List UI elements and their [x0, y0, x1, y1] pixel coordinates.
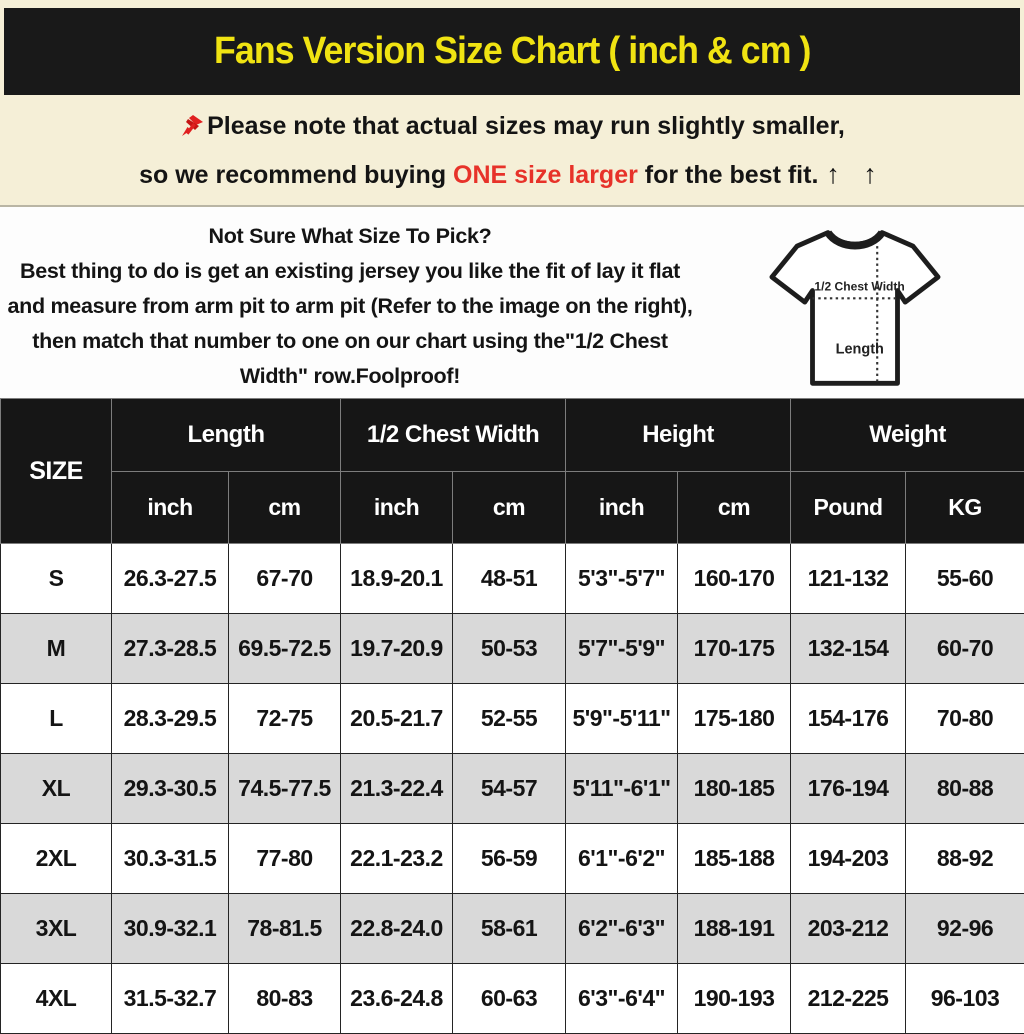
value-cell: 54-57	[453, 754, 566, 824]
header-chest-cm: cm	[453, 472, 566, 544]
value-cell: 80-83	[229, 964, 341, 1034]
page-title: Fans Version Size Chart ( inch & cm )	[214, 30, 810, 73]
value-cell: 23.6-24.8	[341, 964, 453, 1034]
table-header	[1, 399, 1024, 544]
instructions-line-4: Width" row.Foolproof!	[0, 359, 700, 394]
value-cell: 29.3-30.5	[112, 754, 229, 824]
header-chest-width: 1/2 Chest Width	[341, 399, 566, 472]
table-row	[1, 894, 1024, 964]
value-cell: 121-132	[791, 544, 906, 614]
value-cell: 22.8-24.0	[341, 894, 453, 964]
size-cell: 4XL	[1, 964, 112, 1034]
header-weight-kg: KG	[906, 472, 1024, 544]
notice-strip	[0, 95, 1024, 207]
header-height-cm: cm	[678, 472, 791, 544]
header-weight: Weight	[791, 399, 1024, 472]
value-cell: 74.5-77.5	[229, 754, 341, 824]
value-cell: 160-170	[678, 544, 791, 614]
value-cell: 19.7-20.9	[341, 614, 453, 684]
pushpin-icon	[179, 113, 205, 139]
table-row	[1, 754, 1024, 824]
value-cell: 72-75	[229, 684, 341, 754]
value-cell: 188-191	[678, 894, 791, 964]
value-cell: 170-175	[678, 614, 791, 684]
value-cell: 55-60	[906, 544, 1024, 614]
value-cell: 96-103	[906, 964, 1024, 1034]
tshirt-diagram	[768, 221, 942, 391]
value-cell: 6'3"-6'4"	[566, 964, 678, 1034]
length-label: Length	[836, 341, 884, 357]
value-cell: 5'7"-5'9"	[566, 614, 678, 684]
header-weight-pound: Pound	[791, 472, 906, 544]
instructions-line-3: then match that number to one on our chart using the"1/2 Chest	[0, 324, 700, 359]
value-cell: 58-61	[453, 894, 566, 964]
value-cell: 176-194	[791, 754, 906, 824]
value-cell: 67-70	[229, 544, 341, 614]
header-size: SIZE	[1, 399, 112, 544]
size-cell: L	[1, 684, 112, 754]
header-height-inch: inch	[566, 472, 678, 544]
value-cell: 21.3-22.4	[341, 754, 453, 824]
value-cell: 5'3"-5'7"	[566, 544, 678, 614]
size-cell: 2XL	[1, 824, 112, 894]
value-cell: 50-53	[453, 614, 566, 684]
instructions-line-2: and measure from arm pit to arm pit (Refer to the image on the right),	[0, 289, 700, 324]
instructions-heading: Not Sure What Size To Pick?	[0, 219, 700, 254]
header-chest-inch: inch	[341, 472, 453, 544]
notice-text-2-suffix: for the best fit.	[638, 161, 819, 189]
instructions-section	[0, 207, 1024, 398]
value-cell: 20.5-21.7	[341, 684, 453, 754]
value-cell: 26.3-27.5	[112, 544, 229, 614]
value-cell: 77-80	[229, 824, 341, 894]
value-cell: 56-59	[453, 824, 566, 894]
table-row	[1, 614, 1024, 684]
notice-text-2-prefix: so we recommend buying	[139, 161, 453, 189]
table-row	[1, 964, 1024, 1034]
value-cell: 154-176	[791, 684, 906, 754]
size-cell: XL	[1, 754, 112, 824]
table-body	[1, 544, 1024, 1034]
value-cell: 80-88	[906, 754, 1024, 824]
value-cell: 194-203	[791, 824, 906, 894]
title-banner	[4, 8, 1020, 95]
value-cell: 132-154	[791, 614, 906, 684]
table-row	[1, 544, 1024, 614]
notice-highlight: ONE size larger	[453, 161, 638, 189]
size-cell: M	[1, 614, 112, 684]
size-chart-table	[0, 398, 1024, 1034]
value-cell: 203-212	[791, 894, 906, 964]
value-cell: 190-193	[678, 964, 791, 1034]
value-cell: 6'2"-6'3"	[566, 894, 678, 964]
arrow-up-icons: ↑ ↑	[826, 159, 885, 189]
value-cell: 212-225	[791, 964, 906, 1034]
value-cell: 30.3-31.5	[112, 824, 229, 894]
size-cell: S	[1, 544, 112, 614]
value-cell: 18.9-20.1	[341, 544, 453, 614]
value-cell: 5'11"-6'1"	[566, 754, 678, 824]
size-cell: 3XL	[1, 894, 112, 964]
value-cell: 70-80	[906, 684, 1024, 754]
value-cell: 6'1"-6'2"	[566, 824, 678, 894]
table-row	[1, 684, 1024, 754]
notice-line-1	[0, 113, 1024, 139]
value-cell: 28.3-29.5	[112, 684, 229, 754]
instructions-line-1: Best thing to do is get an existing jersey you like the fit of lay it flat	[0, 254, 700, 289]
chest-width-label: 1/2 Chest Width	[814, 280, 904, 294]
value-cell: 175-180	[678, 684, 791, 754]
header-length: Length	[112, 399, 341, 472]
value-cell: 69.5-72.5	[229, 614, 341, 684]
value-cell: 88-92	[906, 824, 1024, 894]
header-length-inch: inch	[112, 472, 229, 544]
value-cell: 22.1-23.2	[341, 824, 453, 894]
value-cell: 60-63	[453, 964, 566, 1034]
value-cell: 27.3-28.5	[112, 614, 229, 684]
notice-line-2	[0, 161, 1024, 188]
header-height: Height	[566, 399, 791, 472]
value-cell: 180-185	[678, 754, 791, 824]
value-cell: 31.5-32.7	[112, 964, 229, 1034]
header-length-cm: cm	[229, 472, 341, 544]
value-cell: 92-96	[906, 894, 1024, 964]
value-cell: 5'9"-5'11"	[566, 684, 678, 754]
value-cell: 48-51	[453, 544, 566, 614]
value-cell: 30.9-32.1	[112, 894, 229, 964]
notice-text-1: Please note that actual sizes may run slightly smaller,	[207, 112, 845, 140]
value-cell: 185-188	[678, 824, 791, 894]
value-cell: 52-55	[453, 684, 566, 754]
table-row	[1, 824, 1024, 894]
value-cell: 78-81.5	[229, 894, 341, 964]
instructions-text	[0, 207, 700, 394]
value-cell: 60-70	[906, 614, 1024, 684]
tshirt-icon	[768, 221, 942, 391]
